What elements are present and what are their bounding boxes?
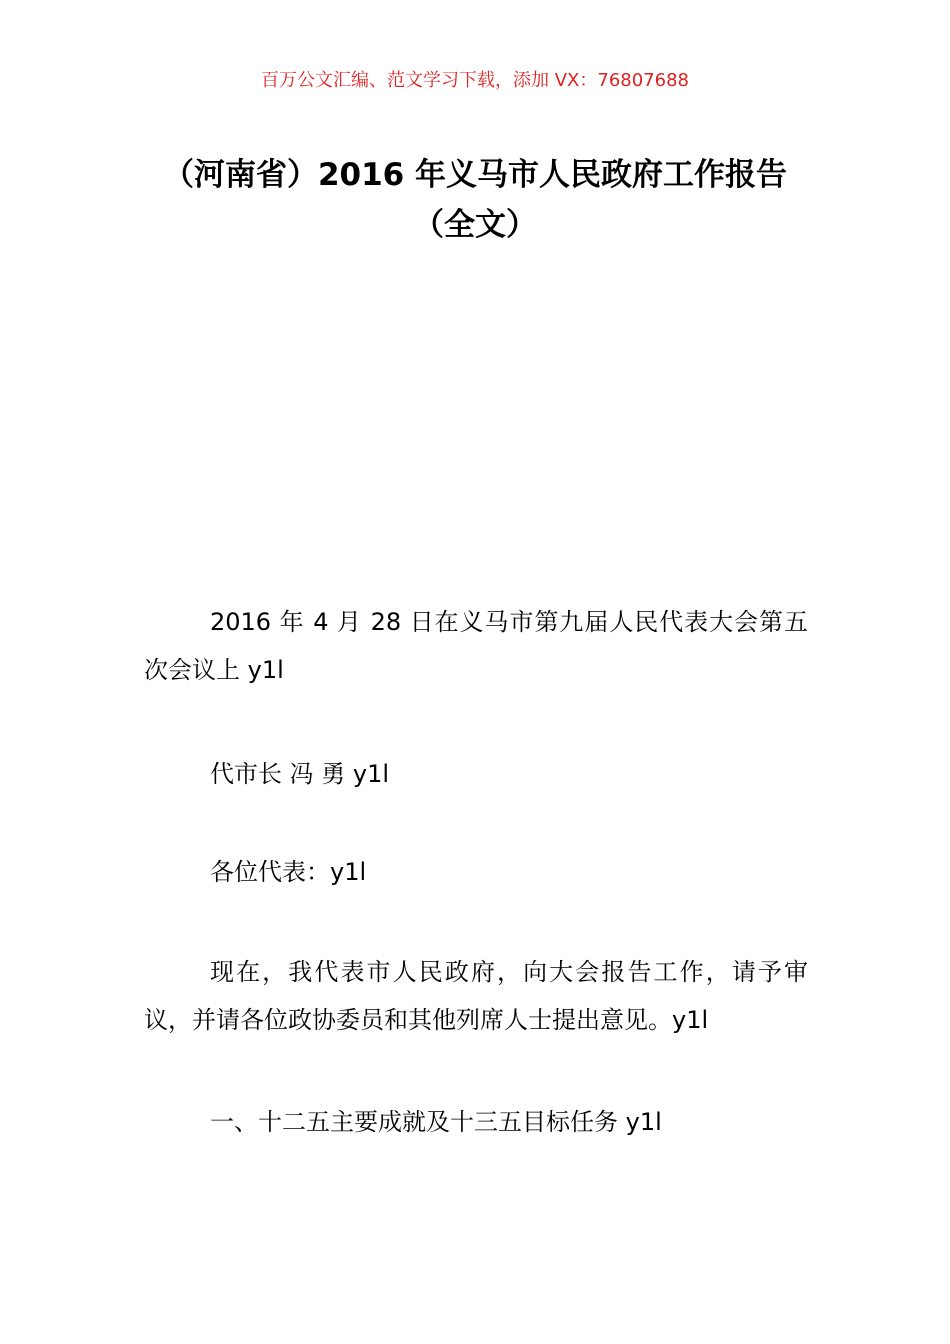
paragraph-salutation: 各位代表：y1l — [210, 858, 367, 886]
paragraph-intro: 现在，我代表市人民政府，向大会报告工作，请予审议，并请各位政协委员和其他列席人士提出意见。y1l — [144, 958, 808, 1034]
section-heading-1: 一、十二五主要成就及十三五目标任务 y1l — [210, 1108, 662, 1136]
paragraph-speaker: 代市长 冯 勇 y1l — [210, 760, 390, 788]
paragraph-meeting-info: 2016 年 4 月 28 日在义马市第九届人民代表大会第五次会议上 y1l — [144, 608, 808, 684]
document-title: （河南省）2016 年义马市人民政府工作报告（全文） — [162, 157, 788, 243]
promo-header: 百万公文汇编、范文学习下载，添加 VX：76807688 — [261, 70, 689, 91]
